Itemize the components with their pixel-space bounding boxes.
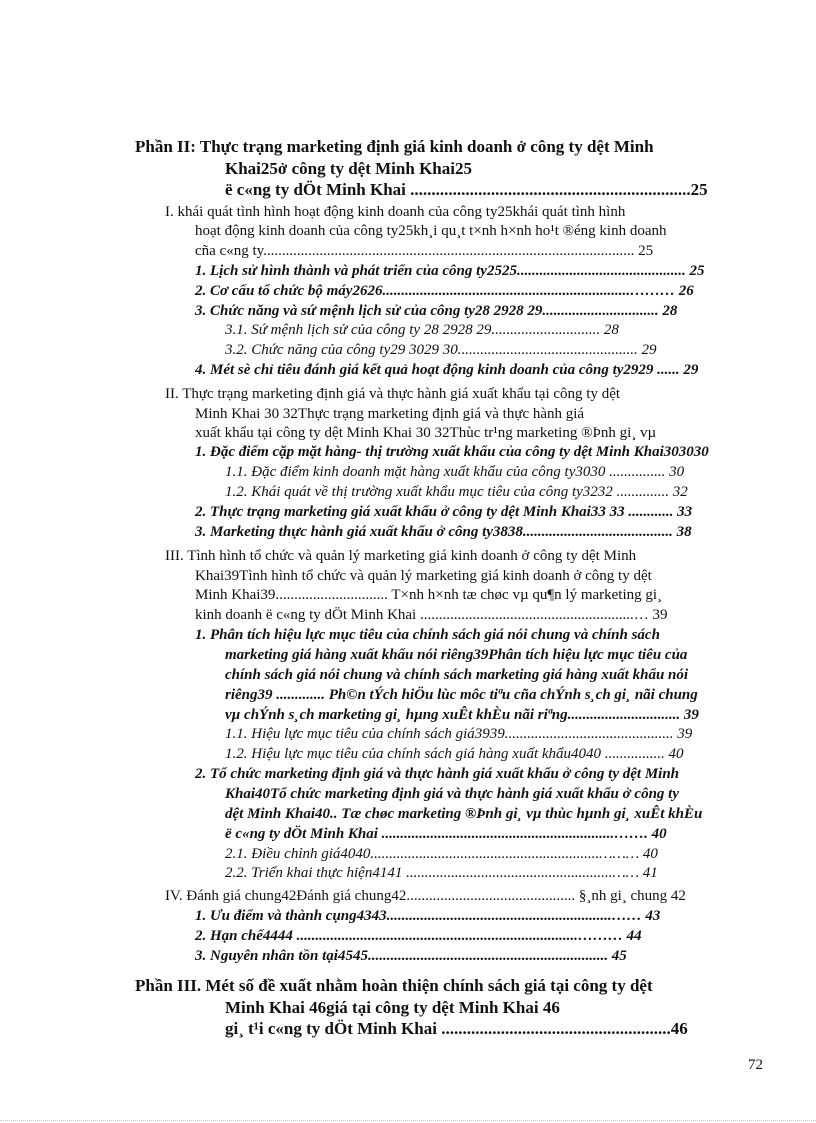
toc-entry: 1. Phân tích hiệu lực mục tiêu của chính sách giá nói chung và chính sách (195, 627, 660, 643)
toc-section-i: I. khái quát tình hình hoạt động kinh doanh của công ty25khái quát tình hình (165, 204, 626, 220)
toc-subentry: 2.2. Triển khai thực hiện4141 .......................................................…… 41 (225, 865, 658, 881)
toc-entry: 4. Mét sè chỉ tiêu đánh giá kết quả hoạt động kinh doanh của công ty2929 ...... 29 (195, 362, 699, 378)
toc-section-iii-cont: Minh Khai39.............................. T×nh h×nh tæ chøc vµ qu¶n lý marketing gi¸ (195, 587, 663, 603)
toc-section-ii: II. Thực trạng marketing định giá và thực hành giá xuất khẩu tại công ty dệt (165, 386, 621, 402)
toc-entry-cont: chính sách giá nói chung và chính sách marketing giá hàng xuất khẩu nói (225, 667, 689, 683)
toc-subentry: 1.1. Đặc điểm kinh doanh mặt hàng xuất khẩu của công ty3030 ............... 30 (225, 464, 685, 480)
page-bottom-border (0, 1120, 816, 1121)
toc-section-i-cont: cña c«ng ty................................................................................................... 25 (195, 243, 654, 259)
toc-section-ii-cont: xuất khẩu tại công ty dệt Minh Khai 30 32Thùc tr¹ng marketing ®Þnh gi¸ vµ (195, 425, 657, 441)
toc-entry: 1. Ưu điểm và thành cụng4343............................................................…… 43 (195, 908, 661, 924)
toc-entry: 3. Nguyên nhân tồn tại4545................................................................ 45 (195, 948, 627, 964)
toc-entry: 1. Đặc điểm cặp mặt hàng- thị trường xuất khẩu của công ty dệt Minh Khai303030 (195, 444, 709, 460)
toc-subentry: 1.1. Hiệu lực mục tiêu của chính sách giá3939............................................. 39 (225, 726, 693, 742)
toc-entry: 2. Thực trạng marketing giá xuất khẩu ở công ty dệt Minh Khai33 33 ............ 33 (195, 504, 693, 520)
toc-subentry: 3.2. Chức năng của công ty29 3029 30................................................ 29 (225, 342, 657, 358)
toc-entry: 3. Chức năng và sứ mệnh lịch sử của công ty28 2928 29............................... 28 (195, 303, 678, 319)
toc-entry: 3. Marketing thực hành giá xuất khẩu ở công ty3838........................................ 38 (195, 524, 692, 540)
toc-part-2-heading-cont: Khai25ở công ty dệt Minh Khai25 (225, 159, 472, 178)
toc-section-iv: IV. Đánh giá chung42Đánh giá chung42............................................. §¸nh gi¸ chung 42 (165, 888, 686, 904)
toc-section-ii-cont: Minh Khai 30 32Thực trạng marketing định giá và thực hành giá (195, 406, 585, 422)
toc-part-3-heading: Phần III. Mét số đề xuất nhằm hoàn thiện chính sách giá tại công ty dệt (135, 976, 653, 995)
toc-subentry: 3.1. Sứ mệnh lịch sử của công ty 28 2928 29............................. 28 (225, 322, 619, 338)
toc-entry-cont: riêng39 ............. Ph©n tÝch hiÖu lùc môc tiªu cña chÝnh s¸ch gi¸ nãi chung (225, 687, 698, 703)
toc-subentry: 1.2. Hiệu lực mục tiêu của chính sách giá hàng xuất khẩu4040 ................ 40 (225, 746, 684, 762)
toc-entry: 2. Tổ chức marketing định giá và thực hành giá xuất khẩu ở công ty dệt Minh (195, 766, 680, 782)
toc-entry: 2. Cơ cấu tổ chức bộ máy2626..................................................................……… 26 (195, 283, 694, 299)
page-number: 72 (748, 1057, 763, 1073)
toc-part-2-heading: Phần II: Thực trạng marketing định giá kinh doanh ở công ty dệt Minh (135, 137, 654, 156)
toc-entry: 1. Lịch sử hình thành và phát triển của công ty2525............................................. 25 (195, 263, 705, 279)
toc-entry-cont: dệt Minh Khai40.. Tæ chøc marketing ®Þnh gi¸ vµ thùc hµnh gi¸ xuÊt khÈu (225, 806, 703, 822)
toc-part-3-heading-cont: Minh Khai 46giá tại công ty dệt Minh Khai 46 (225, 998, 560, 1017)
toc-part-3-heading-cont: gi¸ t¹i c«ng ty dÖt Minh Khai ......................................................46 (225, 1019, 688, 1038)
toc-section-iii-cont: kinh doanh ë c«ng ty dÖt Minh Khai .........................................................… 39 (195, 607, 668, 623)
toc-section-iii-cont: Khai39Tình hình tổ chức và quản lý marketing giá kinh doanh ở công ty dệt (195, 568, 652, 584)
toc-entry-cont: vµ chÝnh s¸ch marketing gi¸ hµng xuÊt khÈu nãi riªng.............................. 39 (225, 707, 699, 723)
toc-entry-cont: ë c«ng ty dÖt Minh Khai ..............................................................……. 40 (225, 826, 667, 842)
toc-section-i-cont: hoạt động kinh doanh của công ty25kh¸i qu¸t t×nh h×nh ho¹t ®éng kinh doanh (195, 223, 667, 239)
toc-subentry: 1.2. Khái quát về thị trường xuất khẩu mục tiêu của công ty3232 .............. 32 (225, 484, 688, 500)
toc-subentry: 2.1. Điều chỉnh giá4040.............................................................……… 40 (225, 846, 658, 862)
toc-part-2-heading-cont: ë c«ng ty dÖt Minh Khai ..................................................................25 (225, 180, 708, 199)
toc-section-iii: III. Tình hình tổ chức và quản lý marketing giá kinh doanh ở công ty dệt Minh (165, 548, 637, 564)
toc-entry: 2. Hạn chế4444 ...........................................................................……… 44 (195, 928, 642, 944)
toc-entry-cont: marketing giá hàng xuất khẩu nói riêng39Phân tích hiệu lực mục tiêu của (225, 647, 688, 663)
toc-entry-cont: Khai40Tổ chức marketing định giá và thực hành giá xuất khẩu ở công ty (225, 786, 680, 802)
